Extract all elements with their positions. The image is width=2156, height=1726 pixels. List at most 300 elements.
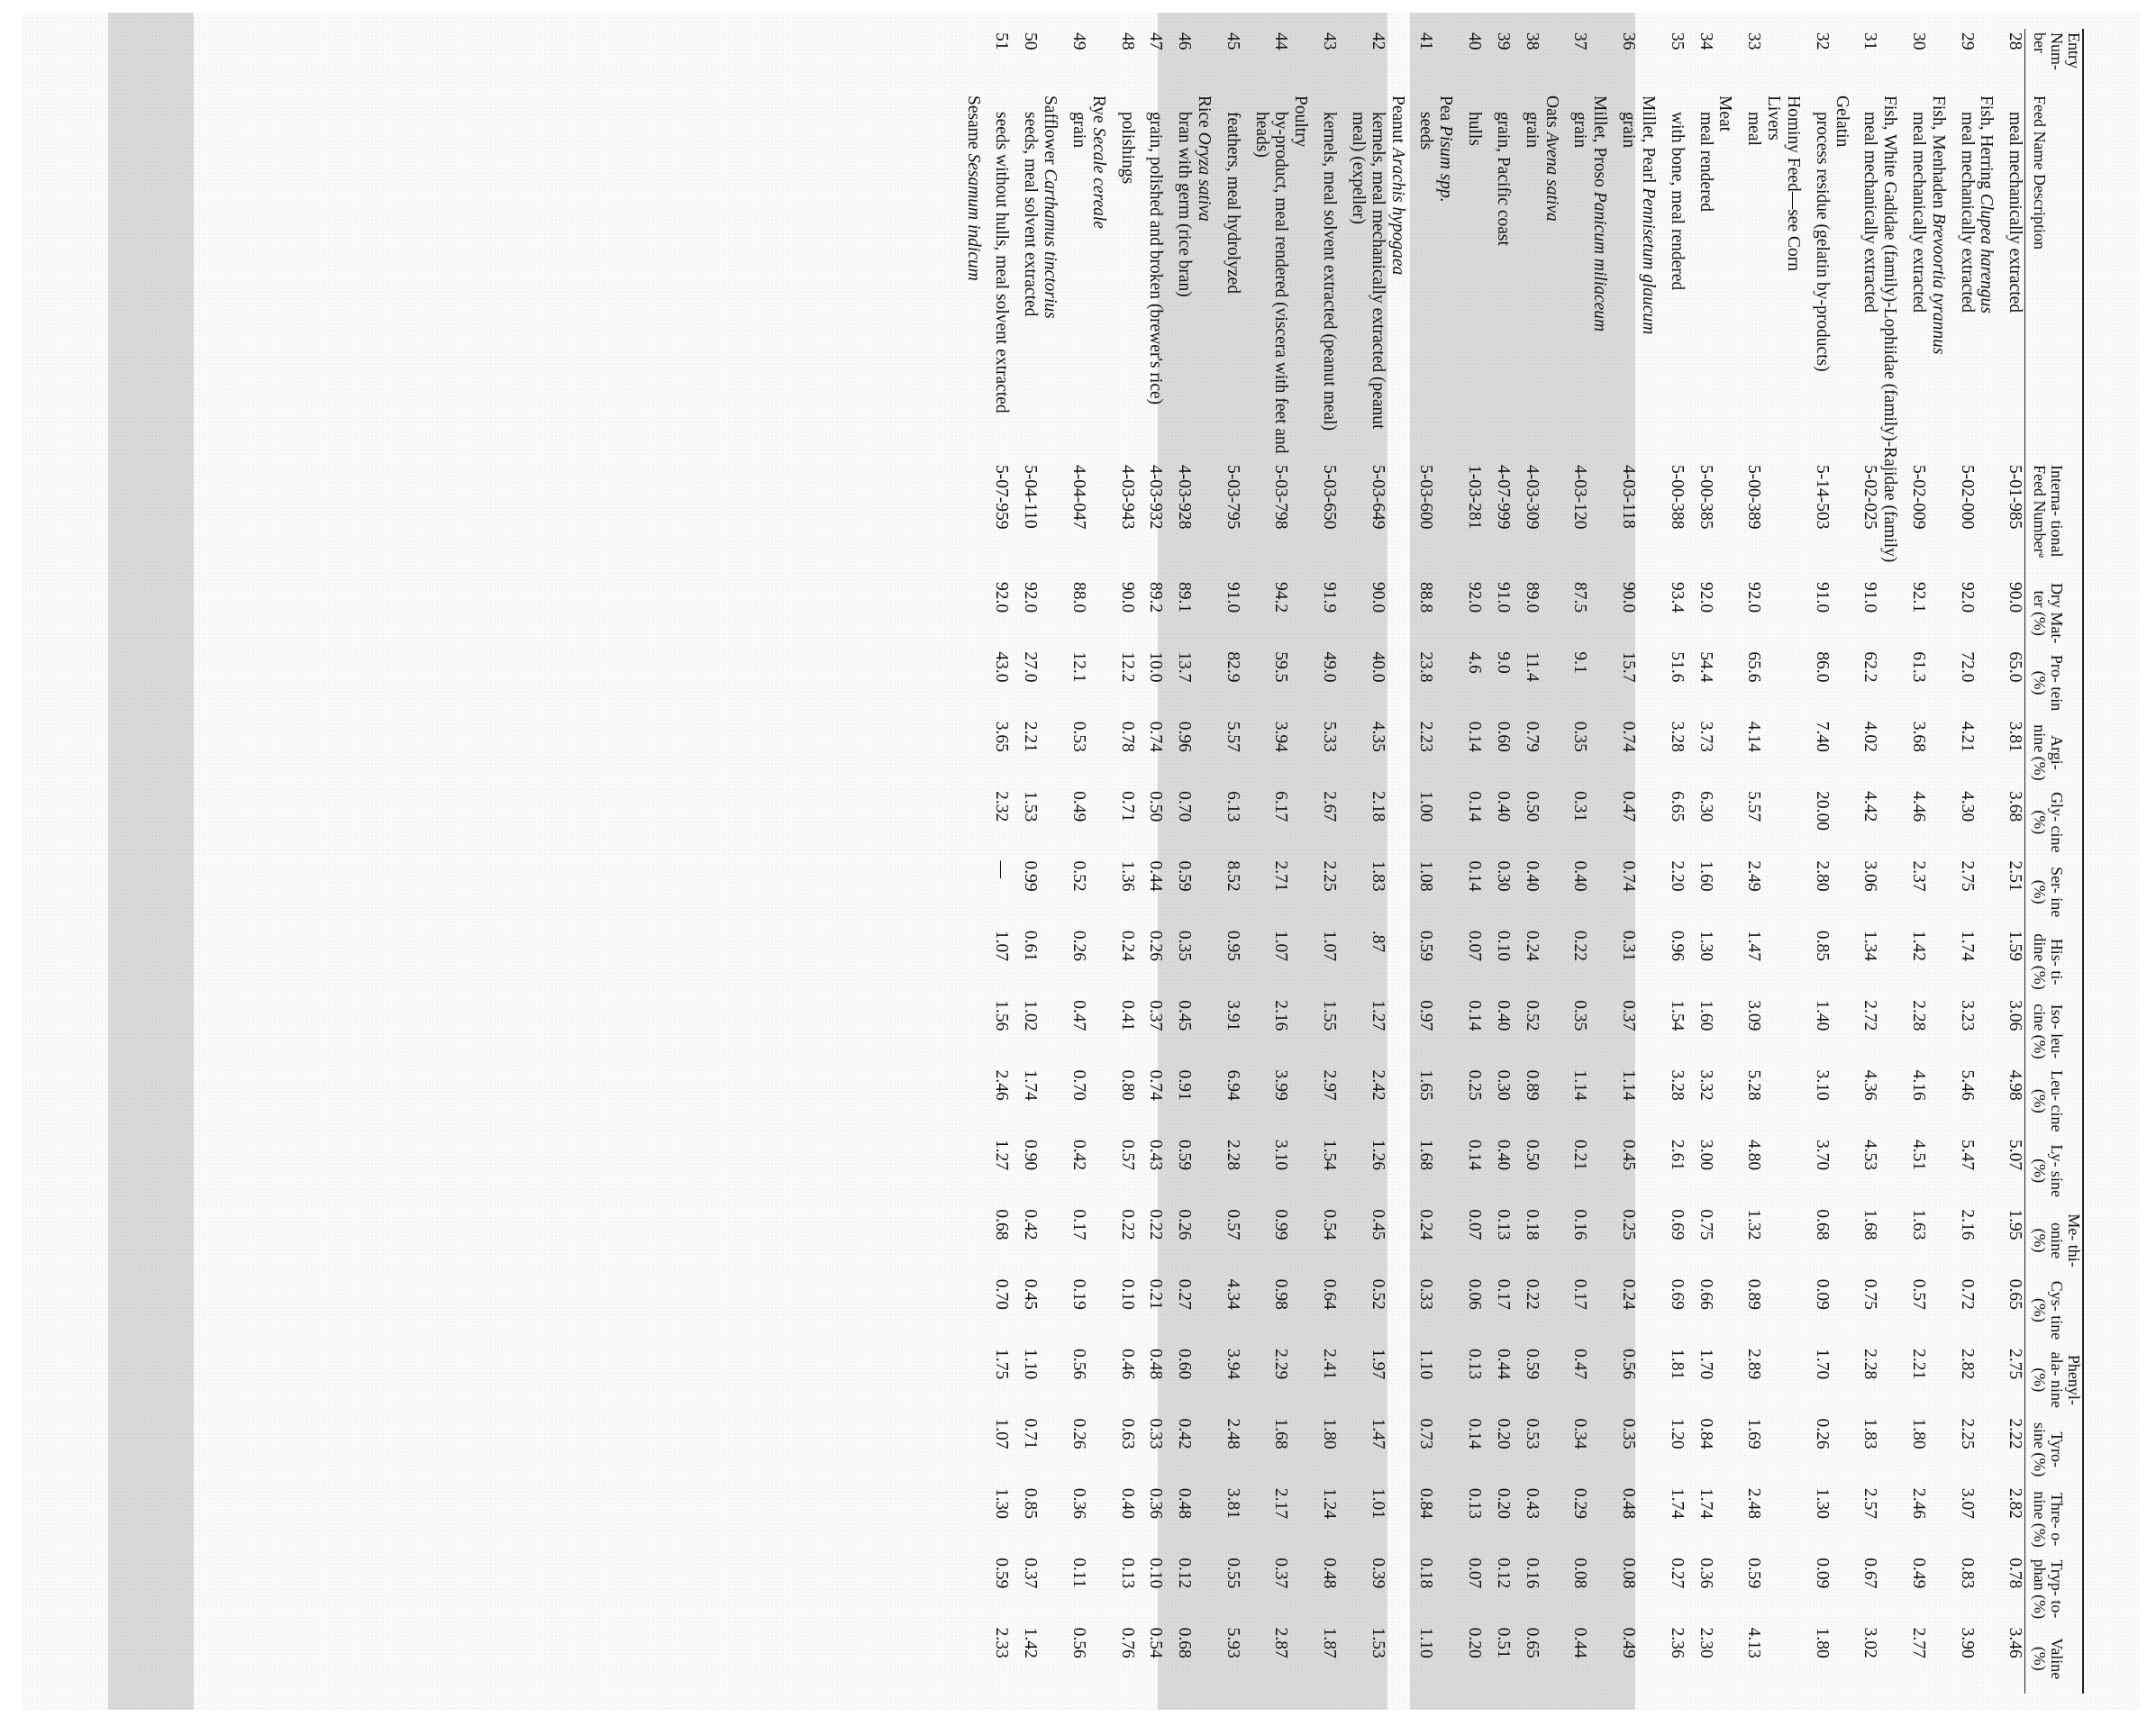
value-cell: 0.25	[1465, 1069, 1485, 1101]
row-spacer	[1407, 29, 1416, 1694]
empty-cell	[1832, 858, 1851, 927]
empty-cell	[1638, 578, 1658, 648]
value-cell: 2.18	[1368, 791, 1387, 822]
empty-cell	[1879, 1276, 1899, 1345]
international-feed-number: 5-03-798	[1271, 465, 1291, 530]
value-cell: 0.45	[1175, 1000, 1195, 1031]
value-cell: 0.48	[1320, 1558, 1340, 1589]
value-cell: 0.40	[1522, 860, 1542, 892]
entry-cell	[1638, 29, 1658, 92]
column-header: Thre- o- nine (%)	[2025, 1485, 2083, 1554]
empty-cell	[1194, 1485, 1214, 1554]
entry-number: 28	[2006, 32, 2025, 50]
value-cell: 1.59	[2006, 930, 2025, 961]
value-cell: 0.33	[1146, 1418, 1166, 1449]
value-cell: 2.46	[992, 1069, 1012, 1101]
entry-number: 42	[1368, 32, 1387, 50]
value-cell: 91.9	[1320, 582, 1340, 613]
empty-cell	[1783, 648, 1803, 717]
value-cell: 2.25	[1320, 860, 1340, 892]
spacer-cell	[1658, 29, 1667, 1694]
empty-cell	[1387, 1485, 1407, 1554]
group-heading: Millet, Pearl Pennisetum glaucum	[1638, 95, 1658, 335]
empty-cell	[1387, 648, 1407, 717]
group-heading: Peanut Arachis hypogaea	[1387, 95, 1407, 276]
empty-cell	[1783, 787, 1803, 857]
value-cell: 0.52	[1522, 1000, 1542, 1031]
value-cell: 0.64	[1320, 1278, 1340, 1310]
international-feed-number: 5-14-503	[1812, 465, 1832, 530]
value-cell: 2.21	[1909, 1349, 1929, 1380]
value-cell: 0.27	[1175, 1278, 1195, 1310]
empty-cell	[1542, 1485, 1561, 1554]
table-row	[1020, 29, 1040, 1694]
value-cell: 0.42	[1021, 1209, 1041, 1240]
value-cell: 2.48	[1744, 1487, 1764, 1519]
value-cell: 0.49	[1619, 1627, 1639, 1658]
spacer-cell	[1108, 29, 1117, 1694]
value-cell: 0.35	[1619, 1418, 1639, 1449]
empty-cell	[1879, 1554, 1899, 1623]
empty-cell	[1832, 1415, 1851, 1485]
empty-cell	[1928, 1136, 1948, 1205]
value-cell: 1.74	[1957, 930, 1977, 961]
group-heading-row	[1040, 29, 1060, 1694]
value-cell: 0.59	[1744, 1558, 1764, 1589]
empty-cell	[1638, 1345, 1658, 1414]
value-cell: 23.8	[1416, 651, 1436, 683]
value-cell: 1.80	[1812, 1627, 1832, 1658]
empty-cell	[1088, 1554, 1108, 1623]
empty-cell	[1763, 787, 1783, 857]
entry-cell	[1783, 29, 1803, 92]
value-cell: 0.24	[1619, 1278, 1639, 1310]
empty-cell	[1715, 1205, 1735, 1275]
empty-cell	[1832, 1345, 1851, 1414]
empty-cell	[1928, 1205, 1948, 1275]
entry-cell	[1435, 29, 1455, 92]
table-row	[1223, 29, 1242, 1694]
value-cell: 0.22	[1146, 1209, 1166, 1240]
group-heading: Rye Secale cereale	[1088, 95, 1108, 229]
value-cell: 1.07	[992, 930, 1012, 961]
value-cell: 0.34	[1570, 1418, 1590, 1449]
value-cell: 0.59	[1522, 1349, 1542, 1380]
column-header: Tyro- sine (%)	[2025, 1415, 2083, 1485]
value-cell: 0.50	[1522, 791, 1542, 822]
empty-cell	[1763, 1205, 1783, 1275]
row-spacer	[1513, 29, 1522, 1694]
feed-description: meal mechanically extracted	[1909, 112, 1929, 313]
empty-cell	[1977, 718, 1997, 787]
entry-cell	[1879, 29, 1899, 92]
empty-cell	[963, 1554, 983, 1623]
value-cell: 2.17	[1271, 1487, 1291, 1519]
value-cell: 0.40	[1493, 1000, 1513, 1031]
value-cell: 0.74	[1146, 721, 1166, 752]
group-heading-row	[1589, 29, 1609, 1694]
value-cell: 0.61	[1021, 930, 1041, 961]
empty-cell	[1387, 1345, 1407, 1414]
empty-cell	[1194, 1415, 1214, 1485]
value-cell: 0.41	[1117, 1000, 1137, 1031]
value-cell: 4.46	[1909, 791, 1929, 822]
value-cell: 1.74	[1667, 1487, 1687, 1519]
value-cell: 0.99	[1271, 1209, 1291, 1240]
value-cell: 43.0	[992, 651, 1012, 683]
feed-description: process residue (gelatin by-products)	[1812, 112, 1832, 372]
value-cell: 3.46	[2006, 1627, 2025, 1658]
empty-cell	[1194, 578, 1214, 648]
empty-cell	[1832, 718, 1851, 787]
empty-cell	[1040, 1624, 1060, 1694]
table-row	[1908, 29, 1928, 1694]
column-header: Interna- tional Feed Numberᵃ	[2025, 461, 2083, 578]
value-cell: 2.23	[1416, 721, 1436, 752]
value-cell: 0.20	[1465, 1627, 1485, 1658]
group-heading-row	[1387, 29, 1407, 1694]
empty-cell	[1387, 787, 1407, 857]
feed-description: grain	[1522, 112, 1542, 149]
empty-cell	[1977, 1624, 1997, 1694]
empty-cell	[1194, 858, 1214, 927]
row-spacer	[1484, 29, 1493, 1694]
value-cell: 0.12	[1175, 1558, 1195, 1589]
table-row	[1348, 29, 1387, 1694]
international-feed-number: 4-03-928	[1175, 465, 1195, 530]
empty-cell	[1542, 718, 1561, 787]
value-cell: 0.96	[1175, 721, 1195, 752]
empty-cell	[1290, 1485, 1310, 1554]
spacer-cell	[1484, 29, 1493, 1694]
empty-cell	[1783, 1415, 1803, 1485]
value-cell: 90.0	[1368, 582, 1387, 613]
entry-number: 33	[1744, 32, 1764, 50]
empty-cell	[1435, 1345, 1455, 1414]
group-heading-row	[1290, 29, 1310, 1694]
value-cell: 0.17	[1069, 1209, 1088, 1240]
value-cell: 0.50	[1146, 791, 1166, 822]
empty-cell	[1879, 1067, 1899, 1136]
value-cell: 1.24	[1320, 1487, 1340, 1519]
value-cell: 1.80	[1320, 1418, 1340, 1449]
empty-cell	[1715, 787, 1735, 857]
empty-cell	[1589, 927, 1609, 996]
empty-cell	[1879, 1415, 1899, 1485]
empty-cell	[1435, 1067, 1455, 1136]
value-cell: 0.37	[1146, 1000, 1166, 1031]
value-cell: 0.97	[1416, 1000, 1436, 1031]
value-cell: 0.59	[1175, 1140, 1195, 1171]
value-cell: 0.98	[1271, 1278, 1291, 1310]
empty-cell	[1763, 1624, 1783, 1694]
value-cell: 3.90	[1957, 1627, 1977, 1658]
value-cell: 3.65	[992, 721, 1012, 752]
empty-cell	[1542, 1067, 1561, 1136]
value-cell: 3.06	[2006, 1000, 2025, 1031]
empty-cell	[1832, 787, 1851, 857]
value-cell: 0.26	[1812, 1418, 1832, 1449]
empty-cell	[1387, 1136, 1407, 1205]
row-spacer	[1339, 29, 1348, 1694]
value-cell: 1.70	[1812, 1349, 1832, 1380]
value-cell: 0.21	[1146, 1278, 1166, 1310]
empty-cell	[1088, 1067, 1108, 1136]
value-cell: 91.0	[1493, 582, 1513, 613]
value-cell: 90.0	[1619, 582, 1639, 613]
feed-description: seeds, meal solvent extracted	[1021, 112, 1041, 317]
empty-cell	[1879, 1485, 1899, 1554]
value-cell: 92.0	[1744, 582, 1764, 613]
group-heading: Oats Avena sativa	[1542, 95, 1561, 222]
value-cell: 11.4	[1522, 651, 1542, 682]
table-row	[1522, 29, 1542, 1694]
column-header: Feed Name Description	[2025, 92, 2083, 461]
value-cell: 2.28	[1909, 1000, 1929, 1031]
value-cell: 0.56	[1619, 1349, 1639, 1380]
value-cell: 0.75	[1696, 1209, 1715, 1240]
value-cell: 1.42	[1909, 930, 1929, 961]
value-cell: 1.75	[992, 1349, 1012, 1380]
empty-cell	[1715, 1554, 1735, 1623]
value-cell: 0.35	[1175, 930, 1195, 961]
international-feed-number: 4-03-120	[1570, 465, 1590, 530]
value-cell: 12.1	[1069, 651, 1088, 683]
empty-cell	[1589, 1624, 1609, 1694]
empty-cell	[1638, 1276, 1658, 1345]
value-cell: 1.42	[1021, 1627, 1041, 1658]
value-cell: 6.13	[1223, 791, 1242, 822]
value-cell: 3.09	[1744, 1000, 1764, 1031]
feed-description: kernels, meal solvent extracted (peanut meal)	[1320, 112, 1340, 432]
row-spacer	[1687, 29, 1696, 1694]
row-spacer	[983, 29, 992, 1694]
spacer-cell	[1734, 29, 1743, 1694]
empty-cell	[1763, 1554, 1783, 1623]
value-cell: 82.9	[1223, 651, 1242, 683]
empty-cell	[1387, 996, 1407, 1066]
empty-cell	[1435, 1205, 1455, 1275]
empty-cell	[1088, 1345, 1108, 1414]
row-spacer	[1658, 29, 1667, 1694]
value-cell: 0.21	[1570, 1140, 1590, 1171]
international-feed-number: 5-03-795	[1223, 465, 1242, 530]
value-cell: 0.65	[1522, 1627, 1542, 1658]
value-cell: 0.13	[1493, 1209, 1513, 1240]
value-cell: 2.21	[1021, 721, 1041, 752]
value-cell: 20.00	[1812, 791, 1832, 831]
entry-cell	[1977, 29, 1997, 92]
empty-cell	[1435, 1624, 1455, 1694]
group-heading-row	[1832, 29, 1851, 1694]
empty-cell	[963, 1276, 983, 1345]
value-cell: 2.82	[1957, 1349, 1977, 1380]
value-cell: 0.96	[1667, 930, 1687, 961]
spacer-cell	[1242, 29, 1251, 1694]
empty-cell	[1928, 1067, 1948, 1136]
value-cell: 0.08	[1570, 1558, 1590, 1589]
value-cell: 4.98	[2006, 1069, 2025, 1101]
value-cell: 9.1	[1570, 651, 1590, 674]
empty-cell	[1879, 1136, 1899, 1205]
empty-cell	[1977, 1415, 1997, 1485]
value-cell: 4.14	[1744, 721, 1764, 752]
value-cell: 0.14	[1465, 1000, 1485, 1031]
feed-description: hulls	[1465, 112, 1485, 146]
empty-cell	[963, 787, 983, 857]
empty-cell	[1290, 996, 1310, 1066]
entry-number: 46	[1175, 32, 1195, 50]
value-cell: 1.26	[1368, 1140, 1387, 1171]
value-cell: 10.0	[1146, 651, 1166, 683]
entry-cell	[1542, 29, 1561, 92]
value-cell: 62.2	[1860, 651, 1880, 683]
value-cell: 0.09	[1812, 1278, 1832, 1310]
group-heading: Gelatin	[1832, 95, 1851, 148]
group-heading: Livers	[1764, 95, 1784, 141]
entry-number: 35	[1667, 32, 1687, 50]
empty-cell	[1928, 1554, 1948, 1623]
value-cell: 5.28	[1744, 1069, 1764, 1101]
value-cell: 1.27	[1368, 1000, 1387, 1031]
value-cell: 2.75	[2006, 1349, 2025, 1380]
empty-cell	[1542, 927, 1561, 996]
table-row	[1812, 29, 1832, 1694]
value-cell: 4.53	[1860, 1140, 1880, 1171]
empty-cell	[1783, 1067, 1803, 1136]
value-cell: 0.59	[992, 1558, 1012, 1589]
international-feed-number: 4-04-047	[1069, 465, 1088, 530]
value-cell: 0.12	[1493, 1558, 1513, 1589]
value-cell: 0.66	[1696, 1278, 1715, 1310]
spacer-cell	[1011, 29, 1020, 1694]
empty-cell	[1290, 1136, 1310, 1205]
international-feed-number: 4-07-999	[1493, 465, 1513, 530]
international-feed-number: 5-01-985	[2006, 465, 2025, 530]
empty-cell	[1040, 1205, 1060, 1275]
value-cell: 2.32	[992, 791, 1012, 822]
value-cell: 4.02	[1860, 721, 1880, 752]
empty-cell	[963, 1067, 983, 1136]
feed-description: grain	[1619, 112, 1639, 149]
value-cell: 0.36	[1696, 1558, 1715, 1589]
column-header: Valine (%)	[2025, 1624, 2083, 1694]
empty-cell	[1715, 1345, 1735, 1414]
row-spacer	[1609, 29, 1618, 1694]
row-spacer	[1310, 29, 1319, 1694]
entry-number: 34	[1696, 32, 1715, 50]
empty-cell	[1040, 578, 1060, 648]
value-cell: 0.57	[1909, 1278, 1929, 1310]
empty-cell	[1832, 996, 1851, 1066]
empty-cell	[1763, 858, 1783, 927]
value-cell: 90.0	[1117, 582, 1137, 613]
column-header: Gly- cine (%)	[2025, 787, 2083, 857]
value-cell: 2.51	[2006, 860, 2025, 892]
empty-cell	[1435, 787, 1455, 857]
empty-cell	[963, 648, 983, 717]
empty-cell	[1783, 858, 1803, 927]
empty-cell	[1542, 1415, 1561, 1485]
entry-number: 29	[1957, 32, 1977, 50]
empty-cell	[1832, 648, 1851, 717]
value-cell: 0.20	[1493, 1418, 1513, 1449]
value-cell: 0.68	[1812, 1209, 1832, 1240]
empty-cell	[1977, 578, 1997, 648]
value-cell: 0.85	[1021, 1487, 1041, 1519]
value-cell: 1.30	[1696, 930, 1715, 961]
empty-cell	[1832, 927, 1851, 996]
international-feed-number: 4-03-309	[1522, 465, 1542, 530]
value-cell: 0.36	[1146, 1487, 1166, 1519]
empty-cell	[1088, 1205, 1108, 1275]
empty-cell	[963, 858, 983, 927]
value-cell: 91.0	[1860, 582, 1880, 613]
feed-description: with bone, meal rendered	[1667, 112, 1687, 291]
value-cell: 4.42	[1860, 791, 1880, 822]
value-cell: 4.34	[1223, 1278, 1242, 1310]
empty-cell	[1387, 927, 1407, 996]
value-cell: 0.48	[1619, 1487, 1639, 1519]
group-heading-row	[1715, 29, 1735, 1694]
row-spacer	[1108, 29, 1117, 1694]
value-cell: 0.75	[1860, 1278, 1880, 1310]
empty-cell	[1763, 927, 1783, 996]
empty-cell	[1638, 1554, 1658, 1623]
group-heading-row	[1763, 29, 1783, 1694]
empty-cell	[1040, 1276, 1060, 1345]
empty-cell	[1783, 718, 1803, 787]
value-cell: 1.69	[1744, 1418, 1764, 1449]
value-cell: 1.30	[992, 1487, 1012, 1519]
value-cell: 1.14	[1570, 1069, 1590, 1101]
value-cell: 0.57	[1223, 1209, 1242, 1240]
value-cell: 0.44	[1570, 1627, 1590, 1658]
value-cell: 5.07	[2006, 1140, 2025, 1171]
empty-cell	[1928, 1276, 1948, 1345]
empty-cell	[1715, 1067, 1735, 1136]
empty-cell	[1542, 1624, 1561, 1694]
group-heading: Hominy Feed—see Corn	[1783, 95, 1803, 271]
empty-cell	[963, 718, 983, 787]
value-cell: 1.87	[1320, 1627, 1340, 1658]
value-cell: 1.74	[1696, 1487, 1715, 1519]
value-cell: 1.70	[1696, 1349, 1715, 1380]
value-cell: 90.0	[2006, 582, 2025, 613]
value-cell: 1.30	[1812, 1487, 1832, 1519]
value-cell: 0.56	[1069, 1349, 1088, 1380]
empty-cell	[1290, 1554, 1310, 1623]
row-spacer	[1734, 29, 1743, 1694]
value-cell: 3.06	[1860, 860, 1880, 892]
value-cell: 92.1	[1909, 582, 1929, 613]
empty-cell	[1783, 1345, 1803, 1414]
value-cell: 5.46	[1957, 1069, 1977, 1101]
table-row	[2006, 29, 2025, 1694]
empty-cell	[1194, 648, 1214, 717]
empty-cell	[1290, 578, 1310, 648]
group-heading: Fish, Menhaden Brevoortia tyrannus	[1928, 95, 1948, 355]
empty-cell	[1589, 858, 1609, 927]
empty-cell	[1928, 858, 1948, 927]
empty-cell	[1290, 1205, 1310, 1275]
entry-number: 47	[1146, 32, 1166, 50]
value-cell: 3.28	[1667, 721, 1687, 752]
value-cell: 0.40	[1570, 860, 1590, 892]
value-cell: 1.47	[1744, 930, 1764, 961]
value-cell: 0.18	[1416, 1558, 1436, 1589]
value-cell: 1.07	[1271, 930, 1291, 961]
